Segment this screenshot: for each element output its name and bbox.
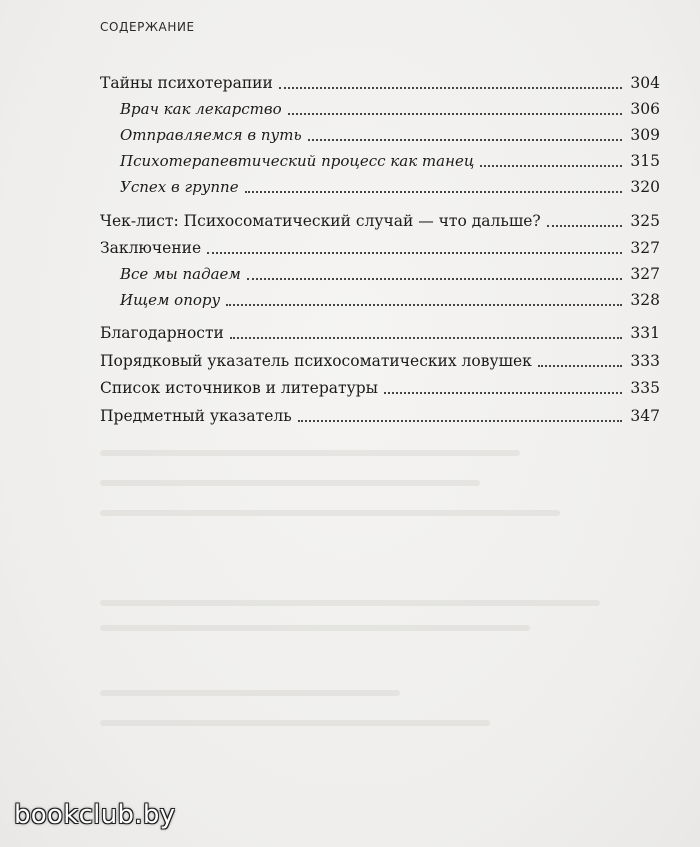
toc-leader-dots xyxy=(245,177,622,193)
toc-leader-dots xyxy=(547,211,622,227)
toc-entry-title: Психотерапевтический процесс как танец xyxy=(120,152,475,170)
toc-entry-title: Тайны психотерапии xyxy=(100,74,273,92)
toc-leader-dots xyxy=(247,264,622,280)
toc-entry-title: Все мы падаем xyxy=(120,265,241,283)
toc-entry-page: 335 xyxy=(630,379,660,397)
toc-entry-page: 325 xyxy=(630,212,660,230)
toc-entry-title: Чек-лист: Психосоматический случай — что дальше? xyxy=(100,212,541,230)
show-through-text xyxy=(100,420,660,740)
toc-entry-title: Заключение xyxy=(100,239,202,257)
toc-entry-title: Успех в группе xyxy=(120,178,239,196)
toc-entry xyxy=(100,66,660,92)
toc-entry xyxy=(100,344,660,370)
toc-entry xyxy=(100,204,660,230)
toc-entry-page: 333 xyxy=(630,352,660,370)
toc-entry-title: Предметный указатель xyxy=(100,407,292,425)
page-header: СОДЕРЖАНИЕ xyxy=(100,20,195,34)
toc-entry-title: Порядковый указатель психосоматических ловушек xyxy=(100,352,532,370)
toc-leader-dots xyxy=(279,73,622,89)
toc-entry xyxy=(100,231,660,257)
toc-subentry xyxy=(120,92,660,118)
toc-leader-dots xyxy=(226,290,622,306)
watermark-text: bookclub.by xyxy=(14,800,176,830)
toc-entry-page: 328 xyxy=(630,291,660,309)
toc-entry-page: 306 xyxy=(630,100,660,118)
toc-leader-dots xyxy=(308,125,622,141)
toc-entry-title: Ищем опору xyxy=(120,291,221,309)
toc-leader-dots xyxy=(230,323,622,339)
toc-leader-dots xyxy=(538,351,622,367)
toc-entry-page: 347 xyxy=(630,407,660,425)
toc-entry-page: 304 xyxy=(630,74,660,92)
toc-leader-dots xyxy=(384,378,622,394)
toc-subentry xyxy=(120,170,660,196)
toc-entry-title: Врач как лекарство xyxy=(120,100,282,118)
toc-leader-dots xyxy=(288,99,622,115)
toc-entry-page: 327 xyxy=(630,265,660,283)
toc-entry-page: 320 xyxy=(630,178,660,196)
toc-subentry xyxy=(120,283,660,309)
toc-leader-dots xyxy=(207,238,622,254)
toc-entry-page: 309 xyxy=(630,126,660,144)
toc-subentry xyxy=(120,257,660,283)
toc-entry xyxy=(100,371,660,397)
toc-subentry xyxy=(120,118,660,144)
toc-leader-dots xyxy=(480,151,622,167)
toc-entry-title: Отправляемся в путь xyxy=(120,126,302,144)
toc-entry-title: Список источников и литературы xyxy=(100,379,378,397)
toc-entry-page: 315 xyxy=(630,152,660,170)
toc-entry xyxy=(100,316,660,342)
toc-entry-page: 331 xyxy=(630,324,660,342)
toc-entry-page: 327 xyxy=(630,239,660,257)
toc-subentry xyxy=(120,144,660,170)
toc-entry-title: Благодарности xyxy=(100,324,224,342)
